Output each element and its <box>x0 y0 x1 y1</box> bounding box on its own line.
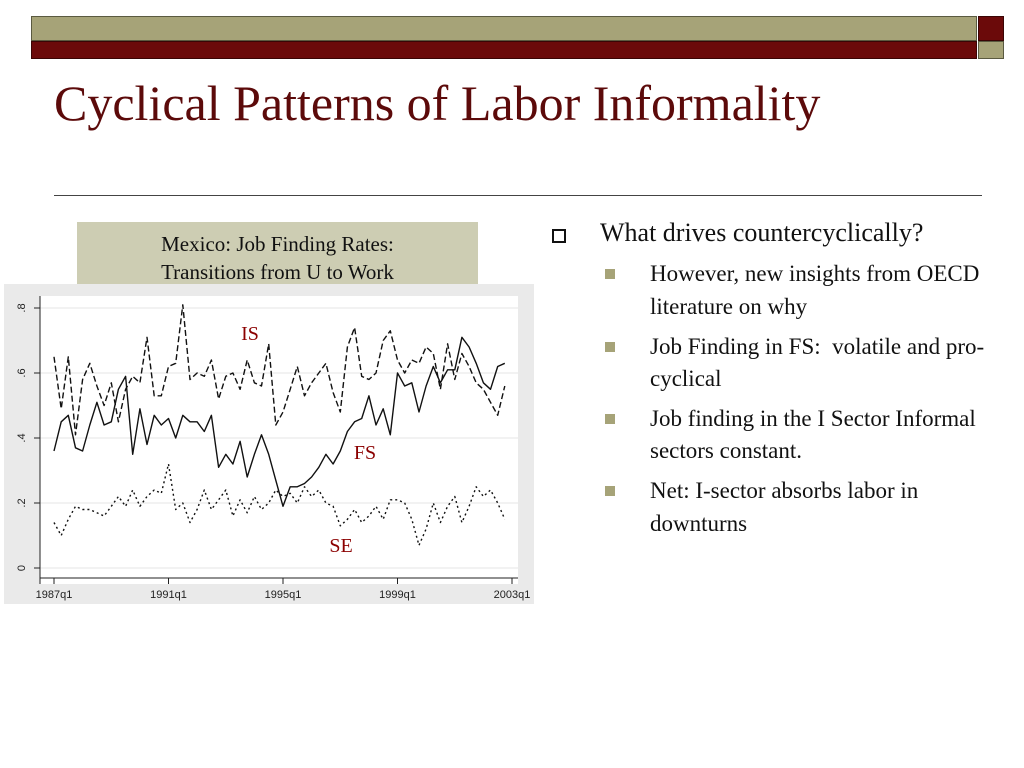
chart-caption-line-1: Mexico: Job Finding Rates: <box>161 232 394 256</box>
bullet-main-text: What drives countercyclically? <box>600 218 924 247</box>
bullet-list <box>549 216 1009 540</box>
header-corner-olive <box>978 41 1004 59</box>
y-tick-label: .4 <box>16 433 28 443</box>
square-bullet-icon <box>605 269 615 279</box>
slide-title: Cyclical Patterns of Labor Informality <box>54 75 821 131</box>
y-tick-label: .2 <box>16 498 28 508</box>
y-tick-label: 0 <box>16 564 28 572</box>
sub-bullet-text: Net: I-sector absorbs labor in downturns <box>650 478 925 536</box>
x-tick-label: 1991q1 <box>150 589 187 601</box>
sub-bullet-text: Job finding in the I Sector Informal sectors constant. <box>650 406 982 464</box>
hollow-square-bullet-icon <box>552 229 566 243</box>
x-tick-label: 1995q1 <box>264 589 302 601</box>
sub-bullet-text: However, new insights from OECD literature on why <box>650 261 986 319</box>
header-band-olive <box>31 16 977 41</box>
series-label-is: IS <box>241 323 259 345</box>
sub-bullet <box>549 475 1009 539</box>
square-bullet-icon <box>605 342 615 352</box>
title-divider <box>54 195 982 196</box>
square-bullet-icon <box>605 414 615 424</box>
job-finding-chart <box>4 284 534 604</box>
square-bullet-icon <box>605 486 615 496</box>
y-tick-label: .8 <box>16 303 28 313</box>
series-label-se: SE <box>329 535 353 557</box>
plot-area <box>40 296 518 584</box>
sub-bullet-text: Job Finding in FS: volatile and pro-cyclical <box>650 333 985 391</box>
y-tick-label: .6 <box>16 368 28 378</box>
x-tick-label: 2003q1 <box>493 589 531 601</box>
sub-bullet <box>549 331 1009 395</box>
sub-bullet <box>549 258 1009 322</box>
bullet-main <box>549 216 1009 250</box>
header-corner-red <box>978 16 1004 41</box>
x-tick-label: 1987q1 <box>35 589 73 601</box>
x-tick-label: 1999q1 <box>379 589 416 601</box>
header-band-red <box>31 41 977 59</box>
chart-caption-line-2: Transitions from U to Work <box>161 259 394 284</box>
sub-bullet <box>549 403 1009 467</box>
series-label-fs: FS <box>353 442 377 464</box>
